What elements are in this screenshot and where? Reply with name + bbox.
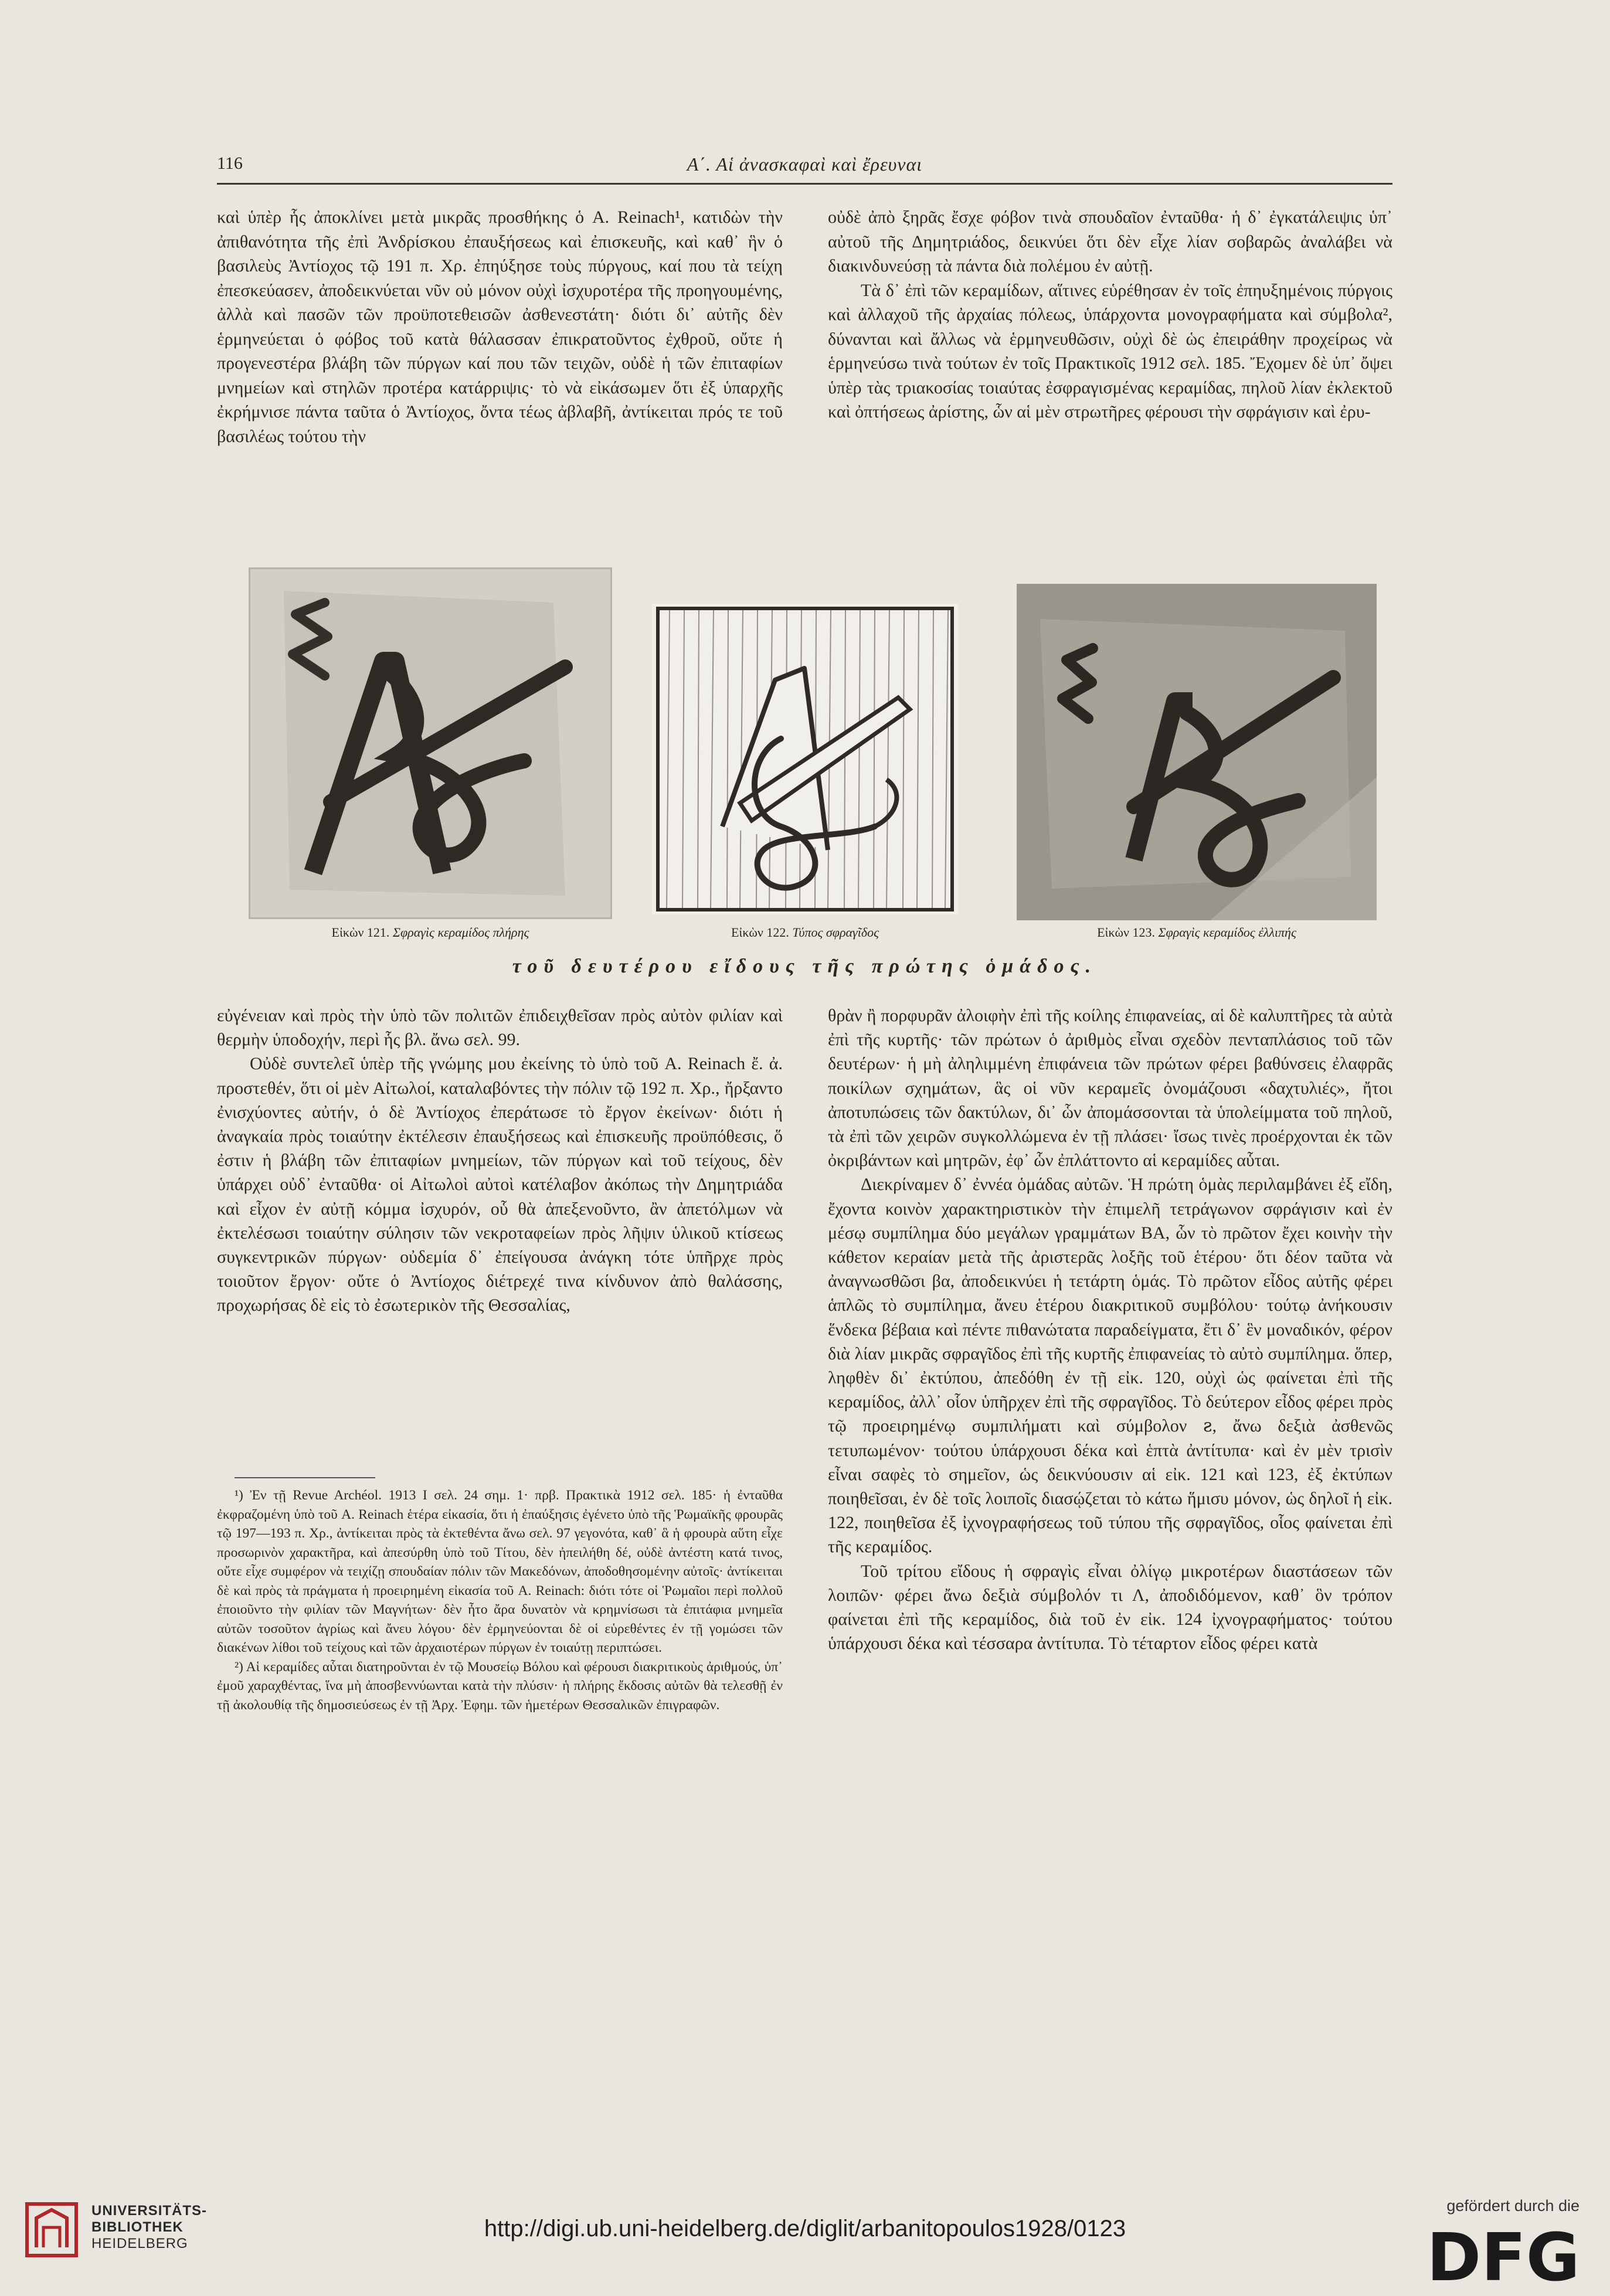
running-title: Α΄. Αἱ ἀνασκαφαὶ καὶ ἔρευναι [687,154,923,175]
figure-caption-text: Τύπος σφραγῖδος [792,925,879,940]
figure-caption-text: Σφραγὶς κεραμίδος πλήρης [392,925,529,940]
funded-by-text: gefördert durch die [1446,2197,1580,2215]
footnote-rule [235,1477,375,1478]
library-name-line: HEIDELBERG [91,2236,188,2251]
paragraph: οὐδὲ ἀπὸ ξηρᾶς ἔσχε φόβον τινὰ σπουδαῖον ἐνταῦθα· ἡ δ᾽ ἐγκατάλειψις ὑπ᾽ αὐτοῦ τῆς Δημητριάδος, δεικνύει ὅτι δὲν εἶχε λίαν σοβαρῶς ἀναλάβει νὰ διακινδυνεύσῃ τὰ πάντα διὰ πολέμου ἐν αὐτῇ. [828,208,1392,275]
paragraph: Οὐδὲ συντελεῖ ὑπὲρ τῆς γνώμης μου ἐκείνης τὸ ὑπὸ τοῦ A. Reinach ἔ. ἀ. προστεθέν, ὅτι οἱ μὲν Αἰτωλοί, καταλαβόντες τὴν πόλιν τῷ 192 π. Χρ., ἤρξαντο ἐνισχύοντες αὐτήν, ὁ δὲ Ἀντίοχος ἐπεράτωσε τὸ ἔργον ἐκείνων· διότι ἡ ἀναγκαία πρὸς τοιαύτην ἐκτέλεσιν ἐπαυξήσεως καὶ ἐπισκευῆς προϋπόθεσις, ὅ ἐστιν ἡ βλάβη τῶν ἐπιταφίων μνημείων, τῶν πύργων καὶ τοῦ τείχους, δὲν ὑπάρχει οὐδ᾽ ἐνταῦθα· οἱ Αἰτωλοὶ αὐτοὶ κατέλαβον ἀκόπως τὴν Δημητριάδα καὶ εἶχον ἐν αὐτῇ κόμμα ἰσχυρόν, οὗ θὰ ἀπεξενοῦντο, ἂν ἀπετόλμων νὰ ἐκτελέσωσι τοιαύτην σύλησιν τῶν νεκροταφείων πρὸς λῆψιν ὑλικοῦ κτίσεως συγκεντρικῶν πύργων· οὐδεμία δ᾽ ἐπείγουσα ἀνάγκη τότε ὑπῆρχε πρὸς τοιοῦτον ἔργον· οὔτε ὁ Ἀντίοχος διέτρεχέ τινα κίνδυνον ἀπὸ θαλάσσης, προχωρήσας δὲ εἰς τὸ ἐσωτερικὸν τῆς Θεσσαλίας, [217,1054,783,1315]
top-left-column [217,205,783,448]
paragraph: Τοῦ τρίτου εἴδους ἡ σφραγὶς εἶναι ὀλίγῳ μικροτέρων διαστάσεων τῶν λοιπῶν· φέρει ἄνω δεξιὰ σύμβολόν τι Λ, ἀποδιδόμενον, καθ᾽ ὃν τρόπον φαίνεται ἐπὶ τῆς κεραμίδος, διὰ τοῦ ἐν εἰκ. 124 ἰχνογραφήματος· τούτου ὑπάρχουσι δέκα καὶ τέσσαρα ἀντίτυπα. Τὸ τέταρτον εἶδος φέρει κατὰ [828,1561,1392,1654]
figure-123-caption [1017,925,1377,940]
figure-121-caption [249,925,612,940]
paragraph: Διεκρίναμεν δ᾽ ἐννέα ὁμάδας αὐτῶν. Ἡ πρώτη ὁμὰς περιλαμβάνει ἐξ εἴδη, ἔχοντα κοινὸν χαρακτηριστικὸν τὴν ἐπιμελῆ τετράγωνον σφράγισιν καὶ ἐν μέσῳ συμπίλημα δύο μεγάλων γραμμάτων ΒΑ, ὧν τὸ πρῶτον ἔχει κοινὴν τὴν κάθετον κεραίαν μετὰ τῆς ἀριστερᾶς λοξῆς τοῦ ἑτέρου· ὅτι δέον ταῦτα νὰ ἀναγνωσθῶσι βα, ἀποδεικνύει ἡ τετάρτη ὁμάς. Τὸ πρῶτον εἶδος αὐτῆς φέρει ἁπλῶς τὸ συμπίλημα, ἄνευ ἑτέρου διακριτικοῦ συμβόλου· τούτῳ ἀνήκουσιν ἕνδεκα βέβαια καὶ πέντε πιθανώτατα παραδείγματα, ἔτι δ᾽ ἓν μοναδικόν, φέρον διὰ λίαν μικρᾶς σφραγῖδος ἐπὶ τῆς κυρτῆς ἐπιφανείας τὸ αὐτὸ συμπίλημα. ὅπερ, ληφθὲν δι᾽ ἐκτύπου, ἀπεδόθη ἐν τῇ εἰκ. 120, οὐχὶ ὡς φαίνεται ἐπὶ τῆς κεραμίδος, ἀλλ᾽ οἷον ὑπῆρχεν ἐπὶ τῆς σφραγῖδος. Τὸ δεύτερον εἶδος φέρει πρὸς τῷ προειρημένῳ συμπιλήματι καὶ σύμβολον ꙅ, ἄνω δεξιὰ ἀσθενῶς τετυπωμένον· τούτου ὑπάρχουσι δέκα καὶ ἑπτὰ ἀντίτυπα· καὶ ἐν μὲν τρισὶν εἶναι σαφὲς τὸ σημεῖον, ὡς δεικνύουσιν αἱ εἰκ. 121 καὶ 123, ἐξ ἐκτύπων ποιηθεῖσαι, ἐν δὲ τοῖς λοιποῖς διασῴζεται τὸ κάτω ἥμισυ μόνον, ὡς δηλοῖ ἡ εἰκ. 122, ποιηθεῖσα ἐξ ἰχνογραφήσεως τοῦ τύπου τῆς σφραγῖδος, οἷος φαίνεται ἐπὶ τῆς κεραμίδος. [828,1175,1392,1557]
library-name-line: BIBLIOTHEK [91,2219,184,2235]
paragraph: εὐγένειαν καὶ πρὸς τὴν ὑπὸ τῶν πολιτῶν ἐπιδειχθεῖσαν πρὸς αὐτὸν φιλίαν καὶ θερμὴν ὑποδοχήν, περὶ ἧς βλ. ἄνω σελ. 99. [217,1006,783,1050]
paragraph: Τὰ δ᾽ ἐπὶ τῶν κεραμίδων, αἵτινες εὑρέθησαν ἐν τοῖς ἐπηυξημένοις πύργοις καὶ ἀλλαχοῦ τῆς ἀρχαίας πόλεως, ὑπάρχοντα μονογραφήματα καὶ σύμβολα², δύνανται καὶ ἄλλως νὰ ἑρμηνευθῶσιν, οὐχὶ δὲ ὡς ἐπειράθην προχείρως νὰ ἑρμηνεύσω τινὰ τούτων ἐν τοῖς Πρακτικοῖς 1912 σελ. 185. Ἔχομεν δὲ ὑπ᾽ ὄψει ὑπὲρ τὰς τριακοσίας τοιαύτας ἐσφραγισμένας κεραμίδας, πηλοῦ λίαν ἐκλεκτοῦ καὶ ὀπτήσεως ἀρίστης, ὧν αἱ μὲν στρωτῆρες φέρουσι τὴν σφράγισιν καὶ ἐρυ- [828,280,1392,421]
bottom-left-column [217,1004,783,1318]
figure-group-caption: τοῦ δευτέρου εἴδους τῆς πρώτης ὁμάδος. [512,955,1098,977]
page-number: 116 [217,154,243,173]
figure-caption-text: Σφραγὶς κεραμίδος ἐλλιπής [1158,925,1296,940]
paragraph: καὶ ὑπὲρ ἧς ἀποκλίνει μετὰ μικρᾶς προσθήκης ὁ A. Reinach¹, κατιδὼν τὴν ἀπιθανότητα τῆς ἐπὶ Ἀνδρίσκου ἐπαυξήσεως καὶ ἐπισκευῆς, καὶ καθ᾽ ἣν ὁ βασιλεὺς Ἀντίοχος τῷ 191 π. Χρ. ἐπηύξησε τοὺς πύργους, καί που τὰ τείχη ἐπεσκεύασεν, ἀποδεικνύεται νῦν οὐ μόνον οὐχὶ ἰσχυροτέρα τῆς προηγουμένης, ἀλλὰ καὶ πασῶν τῶν προϋποτεθεισῶν ἀσθενεστάτη· διότι δι᾽ αὐτῆς δὲν ἑρμηνεύεται ὁ φόβος τοῦ κατὰ θάλασσαν ἐπικρατοῦντος ἐχθροῦ, οὔτε ἡ προγενεστέρα βλάβη τῶν πύργων καί που τῶν τειχῶν, οὐδὲ ἡ τῶν ἐπιταφίων μνημείων καὶ στηλῶν προτέρα κατάρριψις· τὸ νὰ εἰκάσωμεν ὅτι ἐξ ὑπαρχῆς ἐκρήμνισε πάντα ταῦτα ὁ Ἀντίοχος, ὄντα τέως ἀβλαβῆ, ἀντίκειται πρός τε τοῦ βασιλέως τούτου τὴν [217,208,783,446]
header-rule [217,183,1392,185]
figure-label: Εἰκὼν 123. [1097,925,1155,940]
figure-121-image [249,567,612,919]
dfg-logo-text: DFG [1427,2223,1580,2287]
figure-123-image [1017,584,1377,920]
figure-label: Εἰκὼν 122. [731,925,789,940]
page-header [217,154,1392,182]
footer [0,2192,1610,2296]
dfg-logo [1427,2223,1580,2287]
paragraph: θρὰν ἢ πορφυρᾶν ἀλοιφὴν ἐπὶ τῆς κοίλης ἐπιφανείας, αἱ δὲ καλυπτῆρες τὰ αὐτὰ ἐπὶ τῆς κυρτῆς· τῶν πρώτων ὁ ἀριθμὸς εἶναι σχεδὸν πενταπλάσιος τοῦ τῶν δευτέρων· ἡ μὴ ἀληλιμμένη ἐπιφάνεια τῶν πρώτων φέρει βαθύνσεις ἐλαφρᾶς ποικίλων σχημάτων, ἃς οἱ νῦν κεραμεῖς ὀνομάζουσι «δαχτυλιές», ἤτοι ἀποτυπώσεις τῶν δακτύλων, δι᾽ ὧν ἀπομάσσονται τὰ ὑπολείμματα τοῦ πηλοῦ, τὰ ἐπὶ τῶν χειρῶν συγκολλώμενα ἐν τῇ πλάσει· ἴσως τινὲς προέρχονται ἐκ τῶν ὀκριβάντων καὶ μητρῶν, ἐφ᾽ ὧν ἐπλάττοντο αἱ κεραμίδες αὗται. [828,1006,1392,1171]
figure-122-drawing [652,604,958,914]
figure-122-caption [652,925,958,940]
footnote-1: ¹) Ἐν τῇ Revue Archéol. 1913 I σελ. 24 σημ. 1· πρβ. Πρακτικὰ 1912 σελ. 185· ἡ ἐνταῦθα ἐκφραζομένη ὑπὸ τοῦ A. Reinach ἑτέρα εἰκασία, ὅτι ἡ ἐπαύξησις ἐγένετο ὑπὸ τῆς Ῥωμαϊκῆς φρουρᾶς τῷ 197—193 π. Χρ., ἀντίκειται πρὸς τὰ ἐκτεθέντα ἄνω σελ. 97 γεγονότα, καθ᾽ ἃ ἡ φρουρὰ αὕτη εἶχε προσωρινὸν χαρακτῆρα, καὶ ἀπεσύρθη ὑπὸ τοῦ Τίτου, δὲν ἠπειλήθη δέ, οὐδὲ ἀντέστη κατά τινος, οὔτε εἶχε συμφέρον νὰ τειχίζῃ σπουδαίαν πόλιν τῶν Μακεδόνων, ἀποδοθησομένην αὐτοῖς· ἀντίκειται δὲ καὶ πρὸς τὰ πράγματα ἡ προειρημένη εἰκασία τοῦ A. Reinach: διότι τότε οἱ Ῥωμαῖοι περὶ πολλοῦ ἐποιοῦντο τὴν φιλίαν τῶν Μαγνήτων· δὲν ἦτο ἄρα δυνατὸν νὰ κρημνίσωσι τὰ ἐπιτάφια μνημεῖα αὐτῶν τοσοῦτον ἀγρίως καὶ ἄνευ λόγου· δὲν ἑρμηνεύονται δὲ οἱ εὑρεθέντες ἐν τῇ γομώσει τῶν διακένων λίθοι τοῦ τείχους καὶ τῶν ἀρχαιοτέρων πύργων ἐν τοιαύτῃ περιπτώσει. [217,1488,783,1655]
top-right-column [828,205,1392,424]
library-name-line: UNIVERSITÄTS- [91,2203,208,2219]
figure-label: Εἰκὼν 121. [331,925,390,940]
footnotes [217,1486,783,1715]
source-url-link[interactable]: http://digi.ub.uni-heidelberg.de/diglit/arbanitopoulos1928/0123 [484,2216,1126,2241]
footnote-2: ²) Αἱ κεραμίδες αὗται διατηροῦνται ἐν τῷ Μουσείῳ Βόλου καὶ φέρουσι διακριτικοὺς ἀριθμούς, ὑπ᾽ ἐμοῦ χαραχθέντας, ἵνα μὴ ἀποσβεννύωνται κατὰ τὴν πλύσιν· ἡ πλήρης ἔκδοσις αὐτῶν θὰ τελεσθῇ ἐν τῇ ἀκολουθίᾳ τῆς δημοσιεύσεως ἐν τῇ Ἀρχ. Ἐφημ. τῶν ἡμετέρων Θεσσαλικῶν ἐπιγραφῶν. [217,1659,783,1713]
bottom-right-column [828,1004,1392,1655]
